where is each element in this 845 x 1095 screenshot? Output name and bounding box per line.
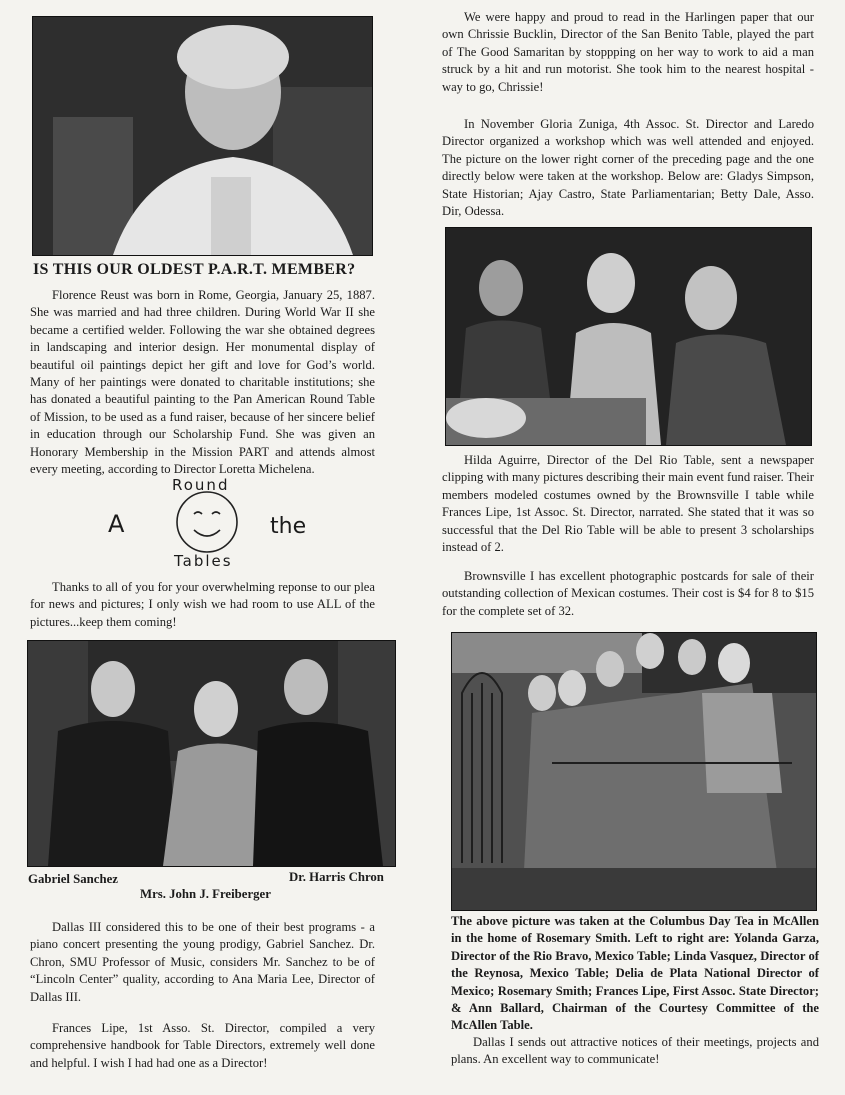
caption-gabriel-sanchez: Gabriel Sanchez [28,872,118,886]
oldest-member-heading: IS THIS OUR OLDEST P.A.R.T. MEMBER? [33,261,356,278]
workshop-article [442,116,814,220]
logo-arc-bottom: Tables [174,552,233,570]
thanks-text: Thanks to all of you for your overwhelming reponse to our plea for news and pictures; I only wish we had room to use ALL of the pictures...keep them coming! [30,580,375,629]
handbook-text: Frances Lipe, 1st Asso. St. Director, compiled a very comprehensive handbook for Table Directors, extremely well done and helpful. I wish I had had one as a Director! [30,1021,375,1070]
oldest-member-body: Florence Reust was born in Rome, Georgia, January 25, 1887. She was married and had three children. During World War II she became a certified welder. Following the war she obtained degrees in landscaping and interior design. Her monumental display of beautiful oil paintings depict her gift and love for God’s world. Many of her paintings were donated to charitable institutions; she has donated a beautiful painting to the Pan American Round Table of Mission, to be used as a fund raiser, because of her sincere belief in education through our Scholarship Fund. She was given an Honorary Membership in the Mission PART and attends almost every meeting, according to Director Loretta Michelena. [30,288,375,477]
dallas-i-text: Dallas I sends out attractive notices of their meetings, projects and plans. An excellent way to communicate! [451,1035,819,1067]
dallas-i-article [451,1034,819,1069]
caption-freiberger: Mrs. John J. Freiberger [140,887,271,901]
logo-arc-top: Round [172,476,230,494]
samaritan-article [442,9,814,96]
dallas-iii-text: Dallas III considered this to be one of their best programs - a piano concert presenting the young prodigy, Gabriel Sanchez. Dr. Chron, SMU Professor of Music, considers Mr. Sanchez to be of “Lincoln Center” quality, according to Ana Maria Lee, Director of Dallas III. [30,920,375,1004]
workshop-photo-illustration [446,228,811,445]
oldest-member-article [30,287,375,478]
photo-columbus-day-tea [451,632,817,911]
photo-oldest-member [32,16,373,256]
del-rio-article [442,452,814,556]
brownsville-text: Brownsville I has excellent photographic postcards for sale of their outstanding collection of Mexican costumes. Their cost is $4 for 8 to $15 for the complete set of 32. [442,569,814,618]
brownsville-article [442,568,814,620]
portrait-illustration [33,17,372,255]
samaritan-text: We were happy and proud to read in the Harlingen paper that our own Chrissie Bucklin, Director of the San Benito Table, played the part of The Good Samaritan by stoppping on her way to work to aid a man struck by a hit and run motorist. She took him to the nearest hospital - way to go, Chrissie! [442,10,814,94]
photo-dallas-concert [27,640,396,867]
columbus-photo-illustration [452,633,816,910]
photo-workshop [445,227,812,446]
dallas-iii-article [30,919,375,1006]
logo-word-left: A [108,510,125,538]
caption-harris-chron: Dr. Harris Chron [289,870,384,884]
handbook-article [30,1020,375,1072]
round-tables-logo [100,476,340,576]
columbus-caption: The above picture was taken at the Columbus Day Tea in McAllen in the home of Rosemary Smith. Left to right are: Yolanda Garza, Director of the Rio Bravo, Mexico Table; Linda Vasquez, Director of the Reynosa, Mexico Table; Delia de Plata National Director of Mexico; Rosemary Smith; Frances Lipe, First Assoc. State Director; & Ann Ballard, Chairman of the Courtesy Committee of the McAllen Table. [451,914,819,1033]
workshop-text: In November Gloria Zuniga, 4th Assoc. St. Director and Laredo Director organized a workshop which was well attended and enjoyed. The picture on the lower right corner of the preceding page and the one directly below were taken at the workshop. Below are: Gladys Simpson, State Historian; Ajay Castro, State Parliamentarian; Betty Dale, Asso. Dir, Odessa. [442,117,814,219]
dallas-photo-illustration [28,641,395,866]
logo-word-right: the [270,514,307,539]
thanks-note [30,579,375,631]
del-rio-text: Hilda Aguirre, Director of the Del Rio Table, sent a newspaper clipping with many pictures describing their main event fund raiser. Their members modeled costumes owned by the Brownsville I table while Frances Lipe, 1st Assoc. St. Director, narrated. She stated that it was so successful that the Del Rio Table will be able to present 3 scholarships instead of 2. [442,453,814,555]
columbus-caption-block [451,913,819,1035]
